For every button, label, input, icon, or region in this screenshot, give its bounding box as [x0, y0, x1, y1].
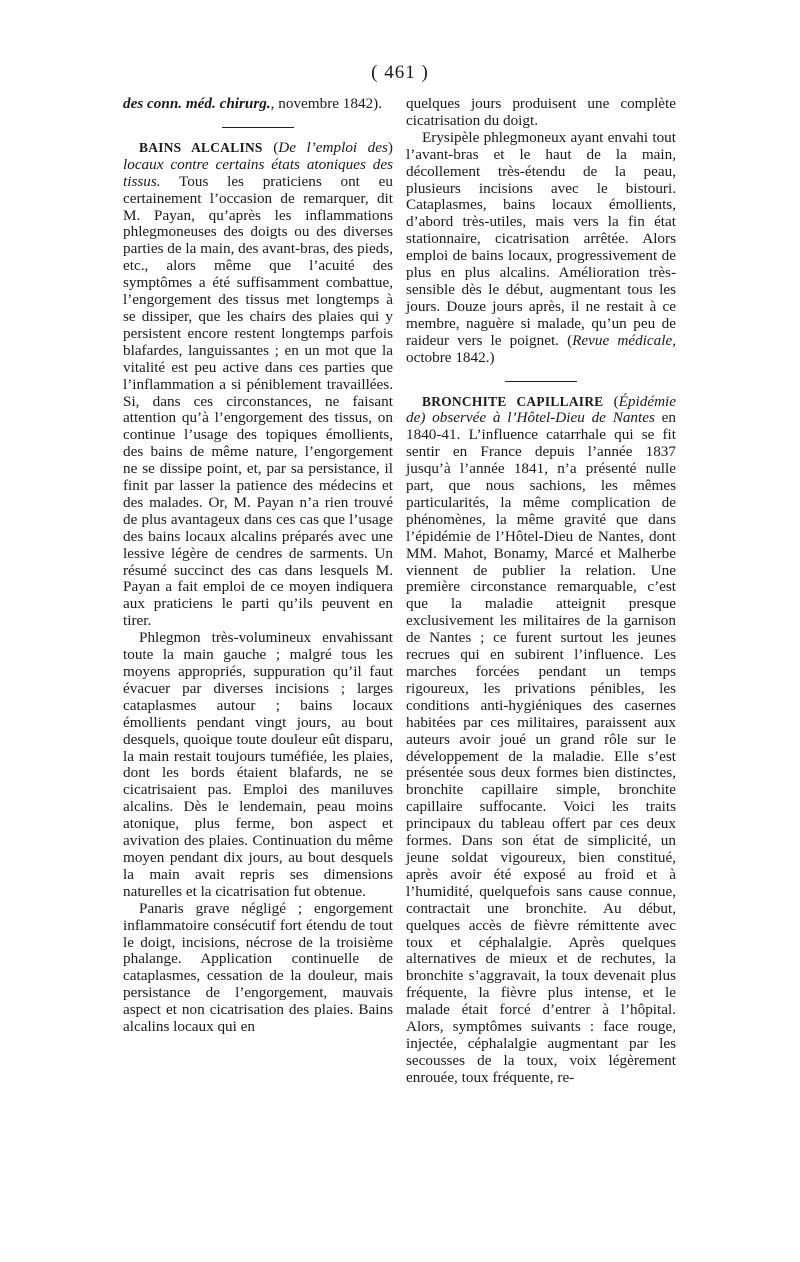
case-phlegmon: Phlegmon très-volumineux envahissant toute la main gauche ; malgré tous les moyens appropriés, suppuration qu’il faut évacuer par diverses incisions ; larges cataplasmes autour ; bains locaux émollients pendant vingt jours, au bout desquels, quoique toute douleur eût disparu, la main restait toujours tuméfiée, les plaies, dont les bords étaient blafards, ne se cicatrisaient pas. Emploi des maniluves alcalins. Dès le lendemain, peau moins atonique, plus ferme, bon aspect et avivation des plaies. Continuation du même moyen pendant dix jours, au bout desquels la main avait repris ses dimensions naturelles et la cicatrisation fut obtenue.	[123, 629, 393, 900]
case-erysipele	[406, 130, 676, 367]
right-column	[406, 96, 676, 1087]
article-body: Tous les praticiens ont eu certainement l’occasion de remarquer, dit M. Payan, qu’après les inflammations phlegmoneuses des doigts ou des diverses parties de la main, des avant-bras, des pieds, etc., alors même que l’acuité des symptômes a été suffisamment combattue, l’engorgement des tissus met longtemps à se dissiper, que les chairs des plaies qui y persistent encore restent longtemps parfois blafardes, languissantes ; en un mot que la vitalité est peu active dans ces parties que l’inflammation a si péniblement travaillées. Si, dans ces circonstances, ne faisant attention qu’à l’engorgement des tissus, on continue l’usage des topiques émollients, des bains de même nature, l’engorgement ne se dissipe point, et, par sa persistance, il finit par lasser la patience des médecins et des malades. Or, M. Payan n’a rien trouvé de plus avantageux dans ces cas que l’usage des bains locaux alcalins préparés avec une lessive légère de cendres de sarments. Un résumé succinct des cas dans lesquels M. Payan a fait emploi de ce moyen indiquera aux praticiens le parti qu’ils peuvent en tirer.	[123, 172, 393, 630]
intro-citation	[123, 96, 393, 113]
article-years: en 1840-41.	[406, 409, 676, 444]
case-continuation: quelques jours produisent une complète cicatrisation du doigt.	[406, 95, 676, 129]
article-body: L’influence catarrhale qui se fit sentir en France depuis l’année 1837 jusqu’à l’année 1841, n’a présenté nulle part, que nous sachions, les mêmes particularités, la même complication de phénomènes, la même gravité que dans l’épidémie de l’Hôtel-Dieu de Nantes, dont MM. Mahot, Bonamy, Marcé et Malherbe viennent de publier la relation. Une première circonstance remarquable, c’est que la maladie atteignit presque exclusivement les militaires de la garnison de Nantes ; ce furent surtout les jeunes recrues qui en subirent l’influence. Les marches forcées pendant un temps rigoureux, les privations pénibles, les conditions anti-hygiéniques des casernes habitées par ces militaires, paraissent aux auteurs avoir joué un grand rôle sur le développement de la maladie. Elle s’est présentée sous deux formes bien distinctes, bronchite capillaire simple, bronchite capillaire suffocante. Voici les traits principaux du tableau offert par ces deux formes. Dans son état de simplicité, un jeune soldat vigoureux, bien constitué, après avoir été exposé au froid et à l’humidité, quelquefois sans cause connue, contractait une bronchite. Au début, quelques accès de fièvre rémittente avec toux et céphalalgie. Après quelques alternatives de mieux et de rechutes, la bronchite s’aggravait, la toux devenait plus fréquente, la fièvre plus intense, et le malade était forcé d’entrer à l’hôpital. Alors, symptômes suivants : face rouge, injectée, céphalalgie augmentant par les secousses de la toux, voix légèrement enrouée, toux fréquente, re-	[406, 426, 676, 1086]
source-journal: Revue médicale	[572, 331, 673, 349]
article-place: Nantes	[612, 409, 655, 427]
article-subtitle: Épidémie de) observée à l’Hôtel-Dieu de	[406, 392, 676, 427]
subtitle-join: )	[387, 138, 393, 156]
section-divider	[222, 127, 294, 128]
left-column	[123, 96, 393, 1036]
article-bains-alcalins	[123, 140, 393, 630]
section-divider	[505, 381, 577, 382]
heading-paren: (	[603, 392, 619, 410]
article-heading: BAINS ALCALINS	[139, 139, 263, 155]
article-bronchite-capillaire	[406, 394, 676, 1087]
citation-source: des conn. méd. chirurg.	[123, 95, 271, 112]
page-number: ( 461 )	[371, 62, 429, 83]
article-subtitle-cont: locaux contre certains états atoniques des tissus.	[123, 155, 393, 190]
citation-tail: , novembre 1842).	[270, 95, 383, 112]
heading-paren: (	[262, 138, 279, 156]
article-subtitle: De l’emploi des	[278, 138, 388, 156]
case-panaris: Panaris grave négligé ; engorgement inflammatoire consécutif fort étendu de tout le doigt, incisions, nécrose de la troisième phalange. Application continuelle de cataplasmes, cessation de la douleur, mais persistance de l’engorgement, mauvais aspect et non cicatrisation des plaies. Bains alcalins locaux qui en	[123, 899, 393, 1036]
case-erysipele-body: Erysipèle phlegmoneux ayant envahi tout l’avant-bras et le haut de la main, décollement très-étendu de la peau, plusieurs incisions avec le bistouri. Cataplasmes, bains locaux émollients, d’abord très-utiles, mais vers la fin état stationnaire, cicatrisation arrêtée. Alors emploi de bains locaux, progressivement de plus en plus alcalins. Amélioration très-sensible dès le début, augmentant tous les jours. Douze jours après, il ne restait à ce membre, naguère si malade, qu’un peu de raideur vers le poignet. (	[406, 128, 676, 349]
source-date: , octobre 1842.)	[406, 331, 676, 366]
article-heading: BRONCHITE CAPILLAIRE	[422, 393, 604, 409]
